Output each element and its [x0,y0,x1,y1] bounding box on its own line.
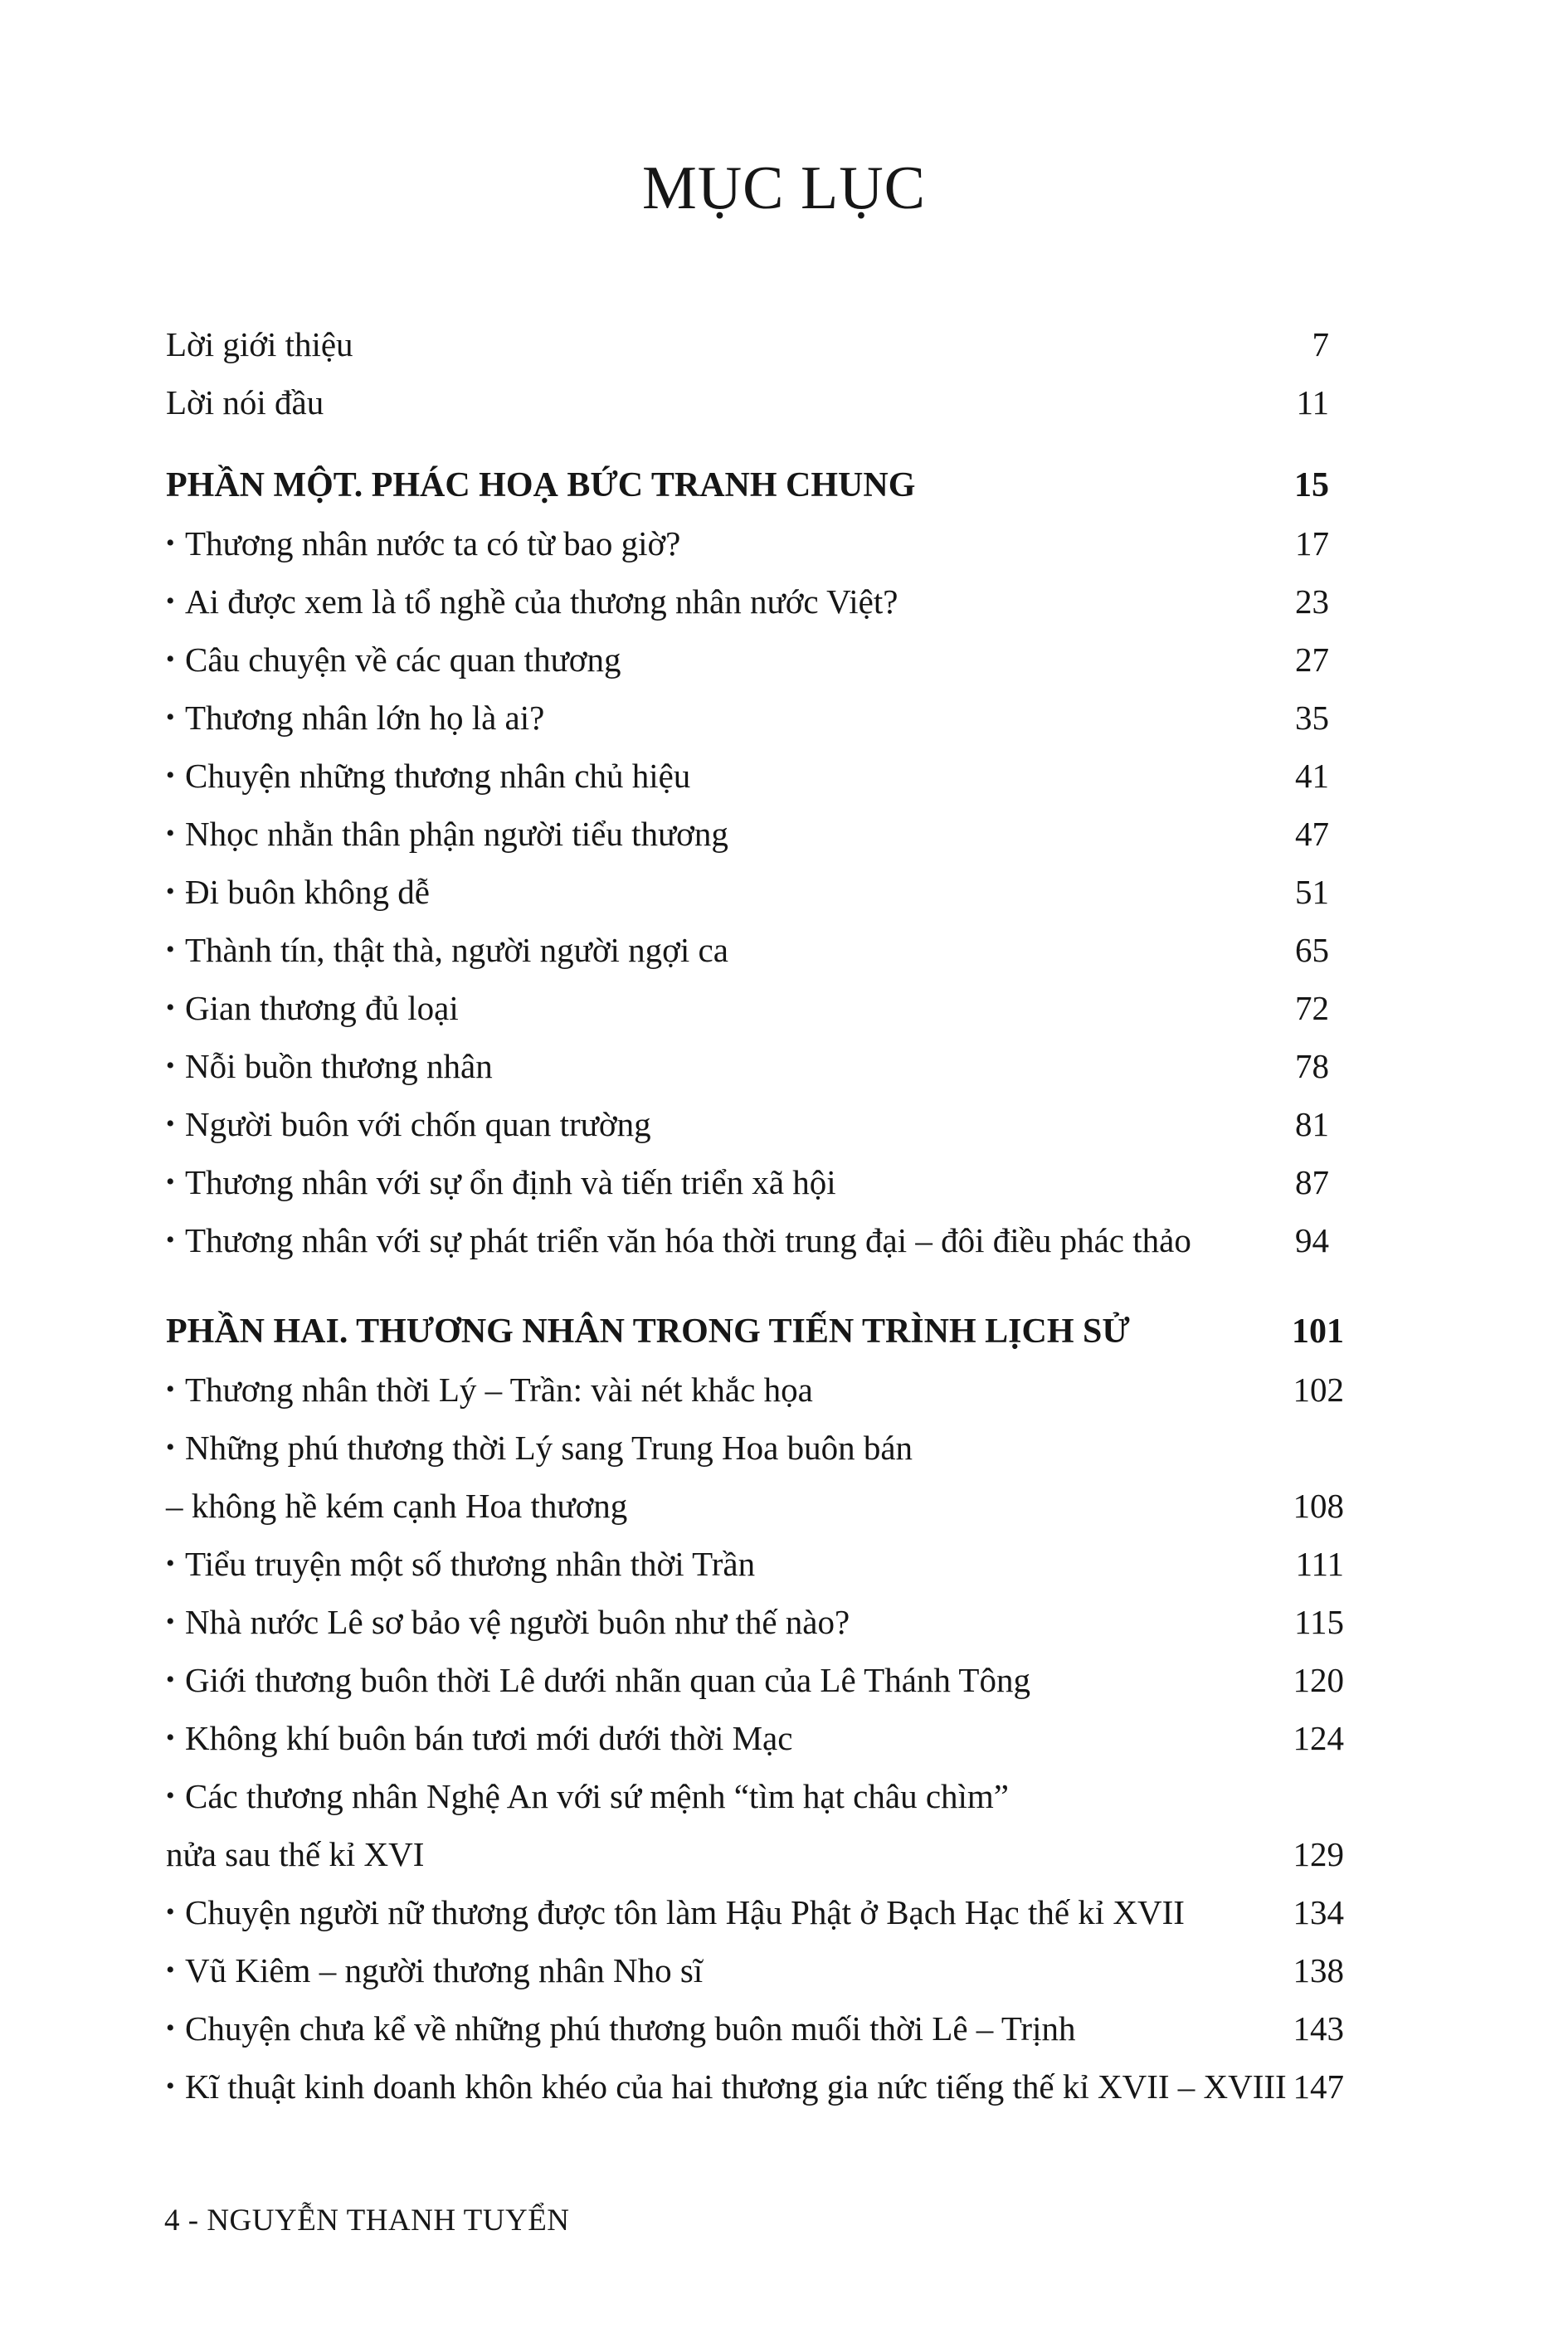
toc-entry-title [166,1307,1130,1356]
toc-page-number: 111 [1295,1545,1344,1583]
toc-entry [166,1099,1344,1149]
toc-page-number: 143 [1293,2009,1344,2048]
toc-entry-text: Chuyện người nữ thương được tôn làm Hậu Phật ở Bạch Hạc thế kỉ XVII [185,1893,1185,1931]
toc-entry-text: Người buôn với chốn quan trường [185,1105,651,1143]
bullet-icon: • [166,645,175,673]
toc-entry-text: PHẦN MỘT. PHÁC HOẠ BỨC TRANH CHUNG [166,466,916,504]
toc-entry [166,2062,1344,2111]
toc-entry-title [166,925,728,975]
bullet-icon: • [166,1168,175,1195]
toc-entry-title [166,983,459,1033]
bullet-icon: • [166,1226,175,1254]
toc-entry-title [166,1539,755,1589]
toc-entry-title [166,809,728,859]
toc-entry [166,635,1344,684]
toc-entry-title [166,1713,792,1763]
toc-entry [166,519,1344,568]
toc-page-number: 72 [1295,989,1329,1027]
toc-entry-text: Lời giới thiệu [166,325,353,363]
toc-entry [166,751,1344,801]
toc-page-number: 11 [1296,383,1329,421]
bullet-icon: • [166,587,175,615]
toc-entry-text: Vũ Kiêm – người thương nhân Nho sĩ [185,1951,704,1989]
bullet-icon: • [166,1782,175,1809]
bullet-icon: • [166,878,175,905]
toc-page-number: 108 [1293,1487,1344,1525]
toc-page-number: 124 [1293,1719,1344,1757]
toc-entry-text: Nhọc nhằn thân phận người tiểu thương [185,815,728,853]
bullet-icon: • [166,704,175,731]
toc-page-number: 101 [1292,1312,1344,1351]
toc-page-number: 23 [1295,582,1329,621]
toc-entry [166,1597,1344,1647]
toc-entry-title [166,1945,703,1995]
toc-page-number: 47 [1295,815,1329,853]
bullet-icon: • [166,1052,175,1079]
toc-entry-title [166,867,430,917]
toc-page-number: 51 [1295,873,1329,911]
toc-entry [166,577,1344,626]
toc-entry-title [166,1215,1191,1265]
toc-page-number: 17 [1295,524,1329,562]
toc-entry-title [166,1829,424,1879]
toc-entry-text: Đi buôn không dễ [185,873,430,911]
toc-entry-text: nửa sau thế kỉ XVI [166,1835,425,1873]
toc-entry-text: Thương nhân lớn họ là ai? [185,699,545,737]
toc-entry-title [166,377,324,427]
toc-entry [166,1771,1344,1821]
toc-page-number: 115 [1294,1603,1344,1641]
toc-entry [166,1365,1344,1415]
toc-entry-text: Không khí buôn bán tươi mới dưới thời Mạc [185,1719,793,1757]
toc-page-number: 134 [1293,1893,1344,1931]
toc-entry [166,1481,1344,1531]
bullet-icon: • [166,2072,175,2100]
toc-part-heading [166,460,1344,510]
toc-entry-title [166,2062,1287,2111]
bullet-icon: • [166,1666,175,1693]
toc-entry-text: Các thương nhân Nghệ An với sứ mệnh “tìm hạt châu chìm” [185,1777,1010,1815]
toc-entry [166,1041,1344,1091]
toc-page-number: 138 [1293,1951,1344,1989]
toc-page-number: 94 [1295,1221,1329,1259]
toc-entry [166,1655,1344,1705]
toc-part-heading [166,1307,1344,1356]
toc-entry-text: Kĩ thuật kinh doanh khôn khéo của hai thương gia nức tiếng thế kỉ XVII – XVIII [185,2067,1287,2106]
toc-entry-title [166,519,680,568]
toc-entry-title [166,1365,813,1415]
toc-page-number: 7 [1312,325,1329,363]
bullet-icon: • [166,1956,175,1984]
toc-entry [166,867,1344,917]
toc-entry-text: – không hề kém cạnh Hoa thương [166,1487,628,1525]
toc-entry-text: Thành tín, thật thà, người người ngợi ca [185,931,728,969]
toc-entry-text: Thương nhân với sự ổn định và tiến triển xã hội [185,1163,836,1201]
bullet-icon: • [166,1376,175,1403]
toc-page-number: 35 [1295,699,1329,737]
page-footer: 4 - NGUYỄN THANH TUYỂN [164,2203,570,2238]
bullet-icon: • [166,529,175,557]
toc-entry [166,1157,1344,1207]
toc-entry-title [166,577,898,626]
bullet-icon: • [166,820,175,847]
toc-entry [166,1539,1344,1589]
toc-entry-title [166,460,915,510]
toc-entry [166,925,1344,975]
table-of-contents [166,0,1344,2352]
toc-page-number: 65 [1295,931,1329,969]
toc-entry [166,2004,1344,2053]
toc-entry [166,1945,1344,1995]
toc-entry-title [166,1157,836,1207]
toc-entry-text: Lời nói đầu [166,383,324,421]
toc-entry-text: Câu chuyện về các quan thương [185,640,621,679]
toc-entry-text: Tiểu truyện một số thương nhân thời Trần [185,1545,756,1583]
toc-entry-title [166,1655,1030,1705]
bullet-icon: • [166,1724,175,1751]
bullet-icon: • [166,1898,175,1926]
toc-entry-title [166,1771,1009,1821]
bullet-icon: • [166,994,175,1021]
toc-entry-text: Thương nhân thời Lý – Trần: vài nét khắc họa [185,1371,813,1409]
toc-entry-text: Chuyện chưa kể về những phú thương buôn muối thời Lê – Trịnh [185,2009,1076,2048]
toc-entry [166,983,1344,1033]
toc-entry-title [166,1099,651,1149]
toc-page-number: 27 [1295,640,1329,679]
toc-entry-title [166,1423,913,1473]
toc-entry-text: Nhà nước Lê sơ bảo vệ người buôn như thế nào? [185,1603,850,1641]
toc-entry [166,809,1344,859]
toc-entry-text: Nỗi buồn thương nhân [185,1047,493,1085]
toc-entry [166,377,1344,427]
toc-entry [166,1215,1344,1265]
toc-page-number: 87 [1295,1163,1329,1201]
toc-entry [166,1829,1344,1879]
bullet-icon: • [166,936,175,963]
toc-entry-text: Gian thương đủ loại [185,989,459,1027]
toc-entry-title [166,1887,1185,1937]
toc-entry-title [166,1481,627,1531]
toc-entry-title [166,2004,1075,2053]
toc-entry [166,1887,1344,1937]
toc-entry [166,319,1344,369]
toc-page-number: 78 [1295,1047,1329,1085]
toc-page-number: 102 [1293,1371,1344,1409]
bullet-icon: • [166,1434,175,1461]
toc-page-number: 147 [1293,2067,1344,2106]
toc-entry-text: Thương nhân với sự phát triển văn hóa thời trung đại – đôi điều phác thảo [185,1221,1191,1259]
toc-entry-title [166,319,353,369]
toc-entry-title [166,693,544,743]
toc-page-number: 81 [1295,1105,1329,1143]
bullet-icon: • [166,1550,175,1577]
toc-entry-text: Chuyện những thương nhân chủ hiệu [185,757,691,795]
toc-entry-title [166,1597,850,1647]
toc-page-number: 15 [1294,466,1329,504]
toc-entry-text: Giới thương buôn thời Lê dưới nhãn quan của Lê Thánh Tông [185,1661,1030,1699]
toc-entry-text: PHẦN HAI. THƯƠNG NHÂN TRONG TIẾN TRÌNH LỊCH SỬ [166,1312,1130,1351]
toc-entry [166,693,1344,743]
toc-entry [166,1713,1344,1763]
toc-entry-title [166,751,690,801]
bullet-icon: • [166,1608,175,1635]
toc-entry-title [166,1041,493,1091]
bullet-icon: • [166,2014,175,2042]
toc-entry-text: Những phú thương thời Lý sang Trung Hoa buôn bán [185,1429,913,1467]
page-title: MỤC LỤC [641,154,927,222]
toc-page-number: 129 [1293,1835,1344,1873]
toc-entry-title [166,635,621,684]
bullet-icon: • [166,1110,175,1137]
toc-page-number: 41 [1295,757,1329,795]
toc-entry-text: Thương nhân nước ta có từ bao giờ? [185,524,681,562]
toc-page-number: 120 [1293,1661,1344,1699]
toc-entry-text: Ai được xem là tổ nghề của thương nhân nước Việt? [185,582,898,621]
toc-entry [166,1423,1344,1473]
bullet-icon: • [166,762,175,789]
